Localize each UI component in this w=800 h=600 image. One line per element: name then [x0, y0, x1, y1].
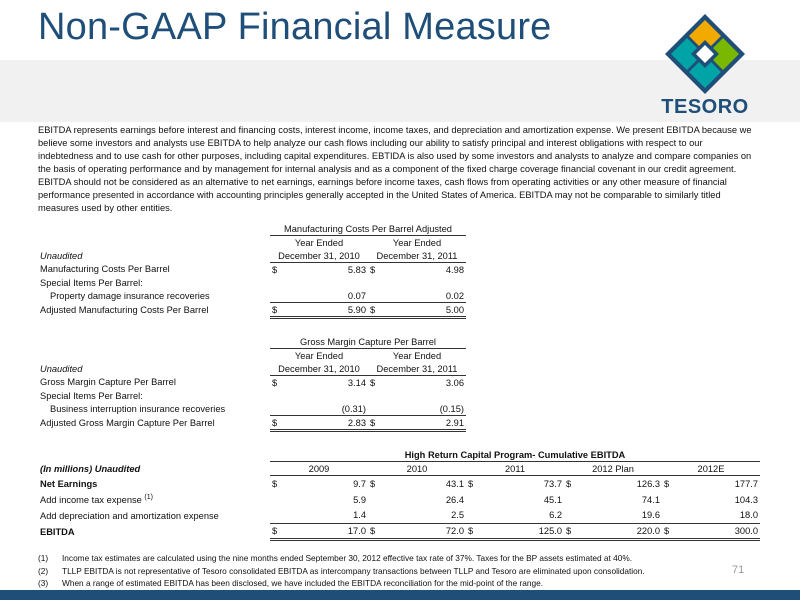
row-label-text: Add income tax expense — [40, 495, 142, 506]
dollar-sign: $ — [270, 524, 284, 540]
column-header: 2011 — [466, 462, 564, 476]
dollar-sign: $ — [272, 377, 278, 388]
dollar-sign: $ — [272, 478, 278, 489]
table-row — [38, 303, 466, 318]
cell-value: 0.02 — [382, 289, 466, 303]
footnote — [38, 565, 758, 578]
footnotes — [38, 552, 758, 590]
cell-value: 43.1 — [445, 478, 464, 489]
footnote — [38, 552, 758, 565]
row-label: Business interruption insurance recoveries — [50, 403, 226, 414]
footnote-mark: (2) — [38, 565, 49, 576]
row-label: Adjusted Manufacturing Costs Per Barrel — [40, 305, 209, 315]
table-row — [38, 276, 466, 289]
cell-value: 1.4 — [284, 508, 368, 524]
table-row — [38, 376, 466, 390]
footer-bar — [0, 590, 800, 600]
footnote-text: TLLP EBITDA is not representative of Tesoro consolidated EBITDA as intercompany transactions between TLLP and Tesoro are eliminated upon consolidation. — [62, 565, 645, 576]
footnote-ref: (1) — [144, 493, 153, 501]
page-title: Non-GAAP Financial Measure — [38, 6, 552, 48]
dollar-sign: $ — [564, 524, 578, 540]
dollar-sign: $ — [368, 303, 382, 318]
table-row — [38, 389, 466, 402]
dollar-sign: $ — [662, 524, 676, 540]
dollar-sign — [270, 402, 284, 416]
cell-value: 17.0 — [284, 524, 368, 540]
column-header: Year Ended — [392, 350, 442, 361]
tesoro-logo — [640, 10, 770, 122]
dollar-sign — [270, 289, 284, 303]
cell-value: 177.7 — [734, 478, 758, 489]
dollar-sign — [368, 402, 382, 416]
dollar-sign: $ — [370, 377, 376, 388]
cell-value: 18.0 — [676, 508, 760, 524]
row-label: Add depreciation and amortization expense — [40, 510, 219, 521]
table-row — [38, 492, 760, 508]
footnote-text: Income tax estimates are calculated using the nine months ended September 30, 2012 effective tax rate of 37%. Taxes for the BP assets estimated at 40%. — [62, 553, 633, 563]
dollar-sign: $ — [368, 416, 382, 431]
table-row — [38, 263, 466, 277]
table-header: High Return Capital Program- Cumulative EBITDA — [270, 448, 760, 462]
column-header: December 31, 2011 — [368, 362, 466, 376]
dollar-sign — [368, 289, 382, 303]
footnote — [38, 577, 758, 590]
column-header: Year Ended — [294, 237, 344, 248]
column-header: December 31, 2010 — [270, 362, 368, 376]
tesoro-logo-mark-icon — [640, 10, 770, 100]
cell-value: 45.1 — [543, 494, 562, 505]
row-label: Special Items Per Barrel: — [40, 277, 143, 288]
column-header: Year Ended — [392, 237, 442, 248]
cell-value: 3.06 — [445, 377, 464, 388]
cell-value: 26.4 — [445, 494, 464, 505]
cell-value: 125.0 — [480, 524, 564, 540]
table-row — [38, 476, 760, 492]
unaudited-label: (In millions) Unaudited — [40, 463, 141, 474]
row-label: Property damage insurance recoveries — [50, 290, 210, 301]
dollar-sign: $ — [370, 264, 376, 275]
table-row — [38, 524, 760, 540]
cell-value: 220.0 — [578, 524, 662, 540]
row-label: Gross Margin Capture Per Barrel — [40, 377, 176, 388]
cell-value: (0.31) — [284, 402, 368, 416]
logo-wordmark: TESORO — [661, 96, 749, 118]
dollar-sign: $ — [370, 478, 376, 489]
row-label: EBITDA — [40, 526, 75, 537]
column-header: December 31, 2010 — [270, 249, 368, 263]
cell-value: (0.15) — [382, 402, 466, 416]
table-row — [38, 289, 466, 303]
cell-value: 126.3 — [636, 478, 660, 489]
cell-value: 5.83 — [347, 264, 366, 275]
row-label: Net Earnings — [40, 478, 98, 489]
footnote-text: When a range of estimated EBITDA has been disclosed, we have included the EBITDA reconciliation for the mid-point of the range. — [62, 578, 544, 588]
cell-value: 5.9 — [353, 494, 366, 505]
cell-value: 73.7 — [543, 478, 562, 489]
row-label — [38, 492, 270, 508]
cell-value: 300.0 — [676, 524, 760, 540]
table-header: Gross Margin Capture Per Barrel — [270, 335, 466, 349]
intro-paragraph: EBITDA represents earnings before interest and financing costs, interest income, income taxes, and depreciation and amortization expense. We present EBITDA because we believe some investors and analysts use EBITDA to help analyze our cash flows including our ability to satisfy principal and interest obligations with respect to our indebtedness and to use cash for other purposes, including capital expenditures. EBTIDA is also used by some investors and analysts to analyze and compare companies on the basis of operating performance and by management for internal analysis and as a component of the fixed charge coverage financial covenant in our credit agreement. EBITDA should not be considered as an alternative to net earnings, earnings before income taxes, cash flows from operating activities or any other measure of financial performance presented in accordance with accounting principles generally accepted in the United States of America. EBITDA may not be comparable to similarly titled measures used by other entities. — [38, 125, 752, 213]
column-header: 2010 — [368, 462, 466, 476]
row-label: Manufacturing Costs Per Barrel — [40, 264, 170, 275]
table-row — [38, 402, 466, 416]
gross-margin-table — [38, 335, 466, 432]
row-label: Special Items Per Barrel: — [40, 390, 143, 401]
dollar-sign: $ — [270, 303, 284, 318]
cell-value: 3.14 — [347, 377, 366, 388]
column-header: 2012 Plan — [564, 462, 662, 476]
table-row — [38, 508, 760, 524]
cell-value: 2.91 — [382, 416, 466, 431]
column-header: 2012E — [662, 462, 760, 476]
dollar-sign: $ — [468, 478, 474, 489]
column-header: December 31, 2011 — [368, 249, 466, 263]
column-header: 2009 — [270, 462, 368, 476]
footnote-mark: (3) — [38, 578, 49, 588]
cell-value: 2.83 — [284, 416, 368, 431]
footnote-mark: (1) — [38, 553, 49, 563]
table-row — [38, 416, 466, 431]
cell-value: 72.0 — [382, 524, 466, 540]
table-header: Manufacturing Costs Per Barrel Adjusted — [270, 222, 466, 236]
cell-value: 19.6 — [578, 508, 662, 524]
cumulative-ebitda-table — [38, 448, 760, 541]
dollar-sign: $ — [566, 478, 572, 489]
cell-value: 104.3 — [734, 494, 758, 505]
page-number: 71 — [732, 564, 745, 576]
cell-value: 4.98 — [445, 264, 464, 275]
dollar-sign: $ — [466, 524, 480, 540]
dollar-sign: $ — [368, 524, 382, 540]
manufacturing-costs-table — [38, 222, 466, 319]
cell-value: 9.7 — [353, 478, 366, 489]
row-label: Adjusted Gross Margin Capture Per Barrel — [40, 418, 215, 428]
cell-value: 6.2 — [480, 508, 564, 524]
cell-value: 2.5 — [382, 508, 466, 524]
cell-value: 0.07 — [284, 289, 368, 303]
unaudited-label: Unaudited — [40, 363, 83, 374]
cell-value: 5.00 — [382, 303, 466, 318]
column-header: Year Ended — [294, 350, 344, 361]
unaudited-label: Unaudited — [40, 250, 83, 261]
cell-value: 74.1 — [641, 494, 660, 505]
dollar-sign: $ — [270, 416, 284, 431]
dollar-sign: $ — [664, 478, 670, 489]
cell-value: 5.90 — [284, 303, 368, 318]
dollar-sign: $ — [272, 264, 278, 275]
